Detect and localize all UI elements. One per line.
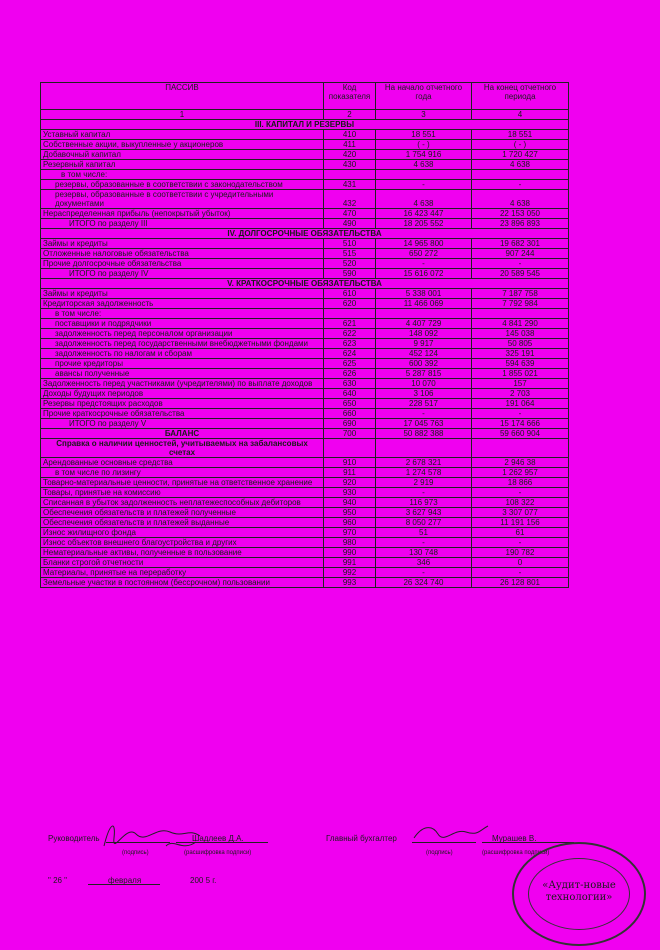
- row-label: в том числе:: [41, 170, 324, 180]
- table-row: [41, 299, 569, 309]
- row-code: 660: [324, 409, 376, 419]
- table-body: [41, 120, 569, 588]
- table-row: [41, 379, 569, 389]
- chief-name: Мурашев В.: [492, 834, 537, 843]
- row-code: 993: [324, 578, 376, 588]
- row-start-value: -: [376, 538, 472, 548]
- row-end-value: 4 638: [472, 160, 569, 170]
- col-number: 1: [41, 110, 324, 120]
- row-code: 950: [324, 508, 376, 518]
- row-code: 940: [324, 498, 376, 508]
- row-label: ИТОГО по разделу V: [41, 419, 324, 429]
- row-code: 510: [324, 239, 376, 249]
- row-end-value: 4 638: [472, 190, 569, 209]
- table-row: [41, 279, 569, 289]
- row-code: 490: [324, 219, 376, 229]
- row-label: Обеспечения обязательств и платежей полученные: [41, 508, 324, 518]
- row-end-value: 61: [472, 528, 569, 538]
- row-label: ИТОГО по разделу IV: [41, 269, 324, 279]
- row-code: 991: [324, 558, 376, 568]
- row-code: 920: [324, 478, 376, 488]
- row-start-value: 17 045 763: [376, 419, 472, 429]
- row-code: 992: [324, 568, 376, 578]
- table-row: [41, 319, 569, 329]
- row-label: задолженность по налогам и сборам: [41, 349, 324, 359]
- row-code: 960: [324, 518, 376, 528]
- table-row: [41, 329, 569, 339]
- date-year: 200 5 г.: [190, 876, 217, 885]
- row-end-value: 191 064: [472, 399, 569, 409]
- table-row: [41, 209, 569, 219]
- row-label: Уставный капитал: [41, 130, 324, 140]
- row-label: задолженность перед персоналом организации: [41, 329, 324, 339]
- row-start-value: 18 205 552: [376, 219, 472, 229]
- row-label: резервы, образованные в соответствии с учредительными документами: [41, 190, 324, 209]
- row-start-value: 50 882 388: [376, 429, 472, 439]
- table-row: [41, 518, 569, 528]
- date-month: февраля: [108, 876, 142, 885]
- chief-label: Главный бухгалтер: [326, 834, 397, 843]
- row-start-value: 26 324 740: [376, 578, 472, 588]
- row-start-value: -: [376, 180, 472, 190]
- row-code: 620: [324, 299, 376, 309]
- row-label: Доходы будущих периодов: [41, 389, 324, 399]
- row-start-value: 130 748: [376, 548, 472, 558]
- row-code: 430: [324, 160, 376, 170]
- row-label: Прочие долгосрочные обязательства: [41, 259, 324, 269]
- row-start-value: 3 627 943: [376, 508, 472, 518]
- table-row: [41, 160, 569, 170]
- row-end-value: 190 782: [472, 548, 569, 558]
- row-end-value: ( - ): [472, 140, 569, 150]
- row-label: Прочие краткосрочные обязательства: [41, 409, 324, 419]
- table-row: [41, 229, 569, 239]
- table-row: [41, 548, 569, 558]
- table-row: [41, 508, 569, 518]
- col-number: 4: [472, 110, 569, 120]
- row-start-value: 346: [376, 558, 472, 568]
- row-end-value: -: [472, 568, 569, 578]
- header-liabilities: ПАССИВ: [41, 83, 324, 110]
- date-day: " 26 ": [48, 876, 68, 885]
- row-code: 520: [324, 259, 376, 269]
- table-row: [41, 568, 569, 578]
- table-row: [41, 249, 569, 259]
- row-code: 590: [324, 269, 376, 279]
- row-end-value: 15 174 666: [472, 419, 569, 429]
- row-end-value: 11 191 156: [472, 518, 569, 528]
- row-label: Резервы предстоящих расходов: [41, 399, 324, 409]
- row-code: 622: [324, 329, 376, 339]
- table-row: [41, 498, 569, 508]
- row-code: 990: [324, 548, 376, 558]
- table-row: [41, 409, 569, 419]
- row-code: 640: [324, 389, 376, 399]
- row-end-value: 3 307 077: [472, 508, 569, 518]
- row-label: Товарно-материальные ценности, принятые на ответственное хранение: [41, 478, 324, 488]
- table-row: [41, 259, 569, 269]
- row-start-value: 4 638: [376, 160, 472, 170]
- table-row: [41, 528, 569, 538]
- company-stamp: [512, 842, 646, 946]
- row-label: Обеспечения обязательств и платежей выданные: [41, 518, 324, 528]
- row-end-value: 907 244: [472, 249, 569, 259]
- row-code: 420: [324, 150, 376, 160]
- row-start-value: 4 638: [376, 190, 472, 209]
- table-row: [41, 190, 569, 209]
- row-code: 911: [324, 468, 376, 478]
- col-number: 3: [376, 110, 472, 120]
- row-start-value: 15 616 072: [376, 269, 472, 279]
- row-start-value: 11 466 069: [376, 299, 472, 309]
- row-label: Товары, принятые на комиссию: [41, 488, 324, 498]
- section-heading: III. КАПИТАЛ И РЕЗЕРВЫ: [41, 120, 569, 130]
- table-row: [41, 140, 569, 150]
- row-label: Бланки строгой отчетности: [41, 558, 324, 568]
- row-label: Добавочный капитал: [41, 150, 324, 160]
- row-label: Займы и кредиты: [41, 239, 324, 249]
- chief-sign-caption: (подпись): [426, 850, 453, 856]
- head-name: Шадлеев Д.А.: [192, 834, 244, 843]
- row-code: 626: [324, 369, 376, 379]
- row-code: 700: [324, 429, 376, 439]
- row-end-value: -: [472, 259, 569, 269]
- sign-caption: (подпись): [122, 850, 149, 856]
- row-code: 970: [324, 528, 376, 538]
- row-start-value: 1 274 578: [376, 468, 472, 478]
- row-start-value: 8 050 277: [376, 518, 472, 528]
- row-start-value: 452 124: [376, 349, 472, 359]
- row-code: 610: [324, 289, 376, 299]
- chief-decode-caption: (расшифровка подписи): [482, 850, 550, 856]
- row-label: БАЛАНС: [41, 429, 324, 439]
- table-row: [41, 339, 569, 349]
- table-row: [41, 269, 569, 279]
- table-row: [41, 180, 569, 190]
- row-start-value: 148 092: [376, 329, 472, 339]
- table-row: [41, 458, 569, 468]
- row-code: [324, 309, 376, 319]
- row-end-value: 157: [472, 379, 569, 389]
- table-row: [41, 120, 569, 130]
- row-end-value: 20 589 545: [472, 269, 569, 279]
- row-code: 910: [324, 458, 376, 468]
- row-start-value: -: [376, 568, 472, 578]
- row-label: в том числе по лизингу: [41, 468, 324, 478]
- table-row: [41, 359, 569, 369]
- row-end-value: 325 191: [472, 349, 569, 359]
- table-row: [41, 578, 569, 588]
- balance-sheet-table: [40, 82, 569, 588]
- row-end-value: 7 187 758: [472, 289, 569, 299]
- row-label: Нематериальные активы, полученные в пользование: [41, 548, 324, 558]
- row-label: Справка о наличии ценностей, учитываемых на забалансовых счетах: [41, 439, 324, 458]
- row-code: 624: [324, 349, 376, 359]
- row-code: 623: [324, 339, 376, 349]
- table-row: [41, 538, 569, 548]
- section-heading: IV. ДОЛГОСРОЧНЫЕ ОБЯЗАТЕЛЬСТВА: [41, 229, 569, 239]
- row-code: 625: [324, 359, 376, 369]
- row-start-value: 228 517: [376, 399, 472, 409]
- row-code: 650: [324, 399, 376, 409]
- row-code: 431: [324, 180, 376, 190]
- row-code: 630: [324, 379, 376, 389]
- table-row: [41, 439, 569, 458]
- row-start-value: 14 965 800: [376, 239, 472, 249]
- row-code: [324, 170, 376, 180]
- row-end-value: 50 805: [472, 339, 569, 349]
- row-code: 432: [324, 190, 376, 209]
- section-heading: V. КРАТКОСРОЧНЫЕ ОБЯЗАТЕЛЬСТВА: [41, 279, 569, 289]
- table-row: [41, 170, 569, 180]
- row-end-value: 23 896 893: [472, 219, 569, 229]
- row-end-value: 594 639: [472, 359, 569, 369]
- row-end-value: -: [472, 409, 569, 419]
- row-label: авансы полученные: [41, 369, 324, 379]
- row-label: резервы, образованные в соответствии с законодательством: [41, 180, 324, 190]
- row-label: в том числе:: [41, 309, 324, 319]
- row-end-value: 19 682 301: [472, 239, 569, 249]
- row-start-value: 5 287 815: [376, 369, 472, 379]
- row-start-value: -: [376, 409, 472, 419]
- row-end-value: 108 322: [472, 498, 569, 508]
- chief-name-line: [482, 832, 574, 843]
- row-start-value: [376, 439, 472, 458]
- row-label: Займы и кредиты: [41, 289, 324, 299]
- table-row: [41, 429, 569, 439]
- row-start-value: 4 407 729: [376, 319, 472, 329]
- row-end-value: 1 855 021: [472, 369, 569, 379]
- table-row: [41, 130, 569, 140]
- table-row: [41, 150, 569, 160]
- row-start-value: 2 678 321: [376, 458, 472, 468]
- row-label: задолженность перед государственными внебюджетными фондами: [41, 339, 324, 349]
- row-start-value: 10 070: [376, 379, 472, 389]
- row-label: Задолженность перед участниками (учредителями) по выплате доходов: [41, 379, 324, 389]
- row-start-value: 1 754 916: [376, 150, 472, 160]
- row-end-value: 59 660 904: [472, 429, 569, 439]
- row-label: Земельные участки в постоянном (бессрочном) пользовании: [41, 578, 324, 588]
- header-code: Код показателя: [324, 83, 376, 110]
- table-row: [41, 488, 569, 498]
- header-start: На начало отчетного года: [376, 83, 472, 110]
- row-end-value: 7 792 984: [472, 299, 569, 309]
- row-start-value: 2 919: [376, 478, 472, 488]
- row-label: прочие кредиторы: [41, 359, 324, 369]
- row-start-value: 116 973: [376, 498, 472, 508]
- table-row: [41, 558, 569, 568]
- row-end-value: -: [472, 488, 569, 498]
- table-row: [41, 419, 569, 429]
- row-start-value: 51: [376, 528, 472, 538]
- decode-caption: (расшифровка подписи): [184, 850, 252, 856]
- table-row: [41, 309, 569, 319]
- table-row: [41, 399, 569, 409]
- row-start-value: 650 272: [376, 249, 472, 259]
- chief-signature: [410, 816, 490, 846]
- row-start-value: [376, 170, 472, 180]
- row-code: 410: [324, 130, 376, 140]
- row-end-value: 22 153 050: [472, 209, 569, 219]
- head-label: Руководитель: [48, 834, 100, 843]
- row-start-value: [376, 309, 472, 319]
- row-label: ИТОГО по разделу III: [41, 219, 324, 229]
- header-end: На конец отчетного периода: [472, 83, 569, 110]
- row-start-value: 5 338 001: [376, 289, 472, 299]
- table-row: [41, 219, 569, 229]
- row-code: [324, 439, 376, 458]
- row-code: 411: [324, 140, 376, 150]
- table-row: [41, 239, 569, 249]
- row-label: Собственные акции, выкупленные у акционеров: [41, 140, 324, 150]
- row-end-value: [472, 170, 569, 180]
- row-start-value: -: [376, 259, 472, 269]
- row-label: Материалы, принятые на переработку: [41, 568, 324, 578]
- table-row: [41, 468, 569, 478]
- row-code: 690: [324, 419, 376, 429]
- stamp-text: «Аудит-новые технологии»: [542, 880, 616, 903]
- row-end-value: 26 128 801: [472, 578, 569, 588]
- row-end-value: -: [472, 538, 569, 548]
- row-code: 515: [324, 249, 376, 259]
- row-code: 930: [324, 488, 376, 498]
- row-label: Арендованные основные средства: [41, 458, 324, 468]
- row-label: Резервный капитал: [41, 160, 324, 170]
- row-end-value: 145 038: [472, 329, 569, 339]
- row-start-value: 3 106: [376, 389, 472, 399]
- row-label: Износ жилищного фонда: [41, 528, 324, 538]
- row-end-value: 1 720 427: [472, 150, 569, 160]
- row-label: Нераспределенная прибыль (непокрытый убыток): [41, 209, 324, 219]
- row-start-value: 9 917: [376, 339, 472, 349]
- table-row: [41, 369, 569, 379]
- table-row: [41, 349, 569, 359]
- row-end-value: 18 551: [472, 130, 569, 140]
- row-label: Отложенные налоговые обязательства: [41, 249, 324, 259]
- row-label: Износ объектов внешнего благоустройства и других: [41, 538, 324, 548]
- row-start-value: 600 392: [376, 359, 472, 369]
- row-end-value: 2 946 38: [472, 458, 569, 468]
- row-label: поставщики и подрядчики: [41, 319, 324, 329]
- row-end-value: 4 841 290: [472, 319, 569, 329]
- table-row: [41, 478, 569, 488]
- row-end-value: 18 866: [472, 478, 569, 488]
- row-code: 470: [324, 209, 376, 219]
- row-end-value: 0: [472, 558, 569, 568]
- col-number: 2: [324, 110, 376, 120]
- row-end-value: 2 703: [472, 389, 569, 399]
- row-end-value: [472, 439, 569, 458]
- row-label: Кредиторская задолженность: [41, 299, 324, 309]
- table-row: [41, 389, 569, 399]
- row-start-value: 18 551: [376, 130, 472, 140]
- row-code: 980: [324, 538, 376, 548]
- row-end-value: -: [472, 180, 569, 190]
- head-signature: [96, 816, 206, 856]
- row-start-value: ( - ): [376, 140, 472, 150]
- table-row: [41, 289, 569, 299]
- row-code: 621: [324, 319, 376, 329]
- row-end-value: [472, 309, 569, 319]
- row-start-value: -: [376, 488, 472, 498]
- row-start-value: 16 423 447: [376, 209, 472, 219]
- row-end-value: 1 262 957: [472, 468, 569, 478]
- row-label: Списанная в убыток задолженность неплатежеспособных дебиторов: [41, 498, 324, 508]
